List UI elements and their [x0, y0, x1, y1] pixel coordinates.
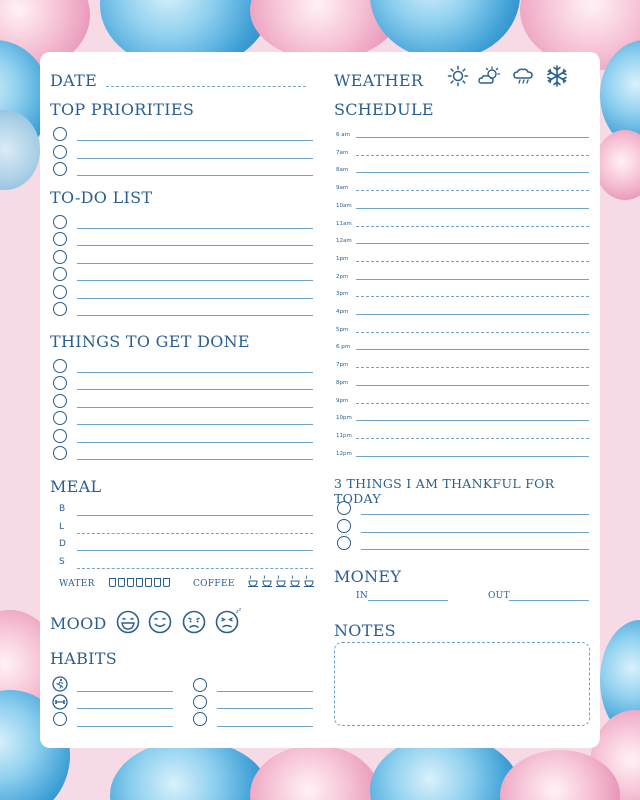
- meal-breakfast-line[interactable]: [77, 515, 313, 516]
- habit-line[interactable]: [217, 708, 313, 709]
- thankful-checkbox[interactable]: [337, 536, 351, 550]
- schedule-time-label: 9am: [336, 185, 349, 192]
- money-in-line[interactable]: [368, 600, 448, 601]
- schedule-time-label: 12pm: [336, 450, 352, 457]
- schedule-line[interactable]: [356, 438, 589, 439]
- todo-checkbox[interactable]: [53, 302, 67, 316]
- habit-checkbox[interactable]: [193, 695, 207, 709]
- task-line[interactable]: [77, 407, 313, 408]
- schedule-line[interactable]: [356, 208, 589, 209]
- schedule-line[interactable]: [356, 385, 589, 386]
- habit-line[interactable]: [77, 726, 173, 727]
- notes-box[interactable]: [334, 642, 590, 726]
- money-in-label: IN: [356, 591, 369, 601]
- priority-checkbox[interactable]: [53, 162, 67, 176]
- money-heading: MONEY: [334, 567, 402, 586]
- schedule-time-label: 9pm: [336, 397, 349, 404]
- coffee-cup-icon[interactable]: [290, 575, 301, 587]
- schedule-time-label: 1pm: [336, 255, 349, 262]
- water-cup-icon[interactable]: [118, 578, 125, 587]
- schedule-time-label: 6 am: [336, 132, 350, 138]
- task-checkbox[interactable]: [53, 394, 67, 408]
- thankful-heading: 3 THINGS I AM THANKFUL FOR TODAY: [334, 476, 555, 506]
- schedule-time-label: 4pm: [336, 309, 349, 315]
- snowflake-icon[interactable]: [546, 65, 568, 87]
- schedule-time-label: 10pm: [336, 415, 352, 422]
- task-checkbox[interactable]: [53, 376, 67, 390]
- meal-breakfast-label: B: [59, 504, 66, 514]
- schedule-line[interactable]: [356, 420, 589, 421]
- schedule-line[interactable]: [356, 279, 589, 280]
- task-line[interactable]: [77, 389, 313, 390]
- todo-checkbox[interactable]: [53, 267, 67, 281]
- schedule-line[interactable]: [356, 314, 589, 315]
- todo-checkbox[interactable]: [53, 232, 67, 246]
- schedule-line[interactable]: [356, 261, 589, 262]
- task-line[interactable]: [77, 372, 313, 373]
- weather-label: WEATHER: [334, 71, 424, 90]
- thankful-line[interactable]: [361, 514, 589, 515]
- schedule-time-label: 12am: [336, 238, 352, 245]
- notes-heading: NOTES: [334, 621, 396, 640]
- schedule-time-label: 8pm: [336, 379, 349, 386]
- water-cup-icon[interactable]: [154, 578, 161, 587]
- habit-line[interactable]: [217, 726, 313, 727]
- todo-line[interactable]: [77, 263, 313, 264]
- water-cup-icon[interactable]: [136, 578, 143, 587]
- todo-line[interactable]: [77, 228, 313, 229]
- coffee-cup-icon[interactable]: [262, 575, 273, 587]
- thankful-checkbox[interactable]: [337, 519, 351, 533]
- money-out-line[interactable]: [509, 600, 589, 601]
- habit-line[interactable]: [77, 708, 173, 709]
- mood-heading: MOOD: [50, 614, 107, 633]
- habit-line[interactable]: [77, 691, 173, 692]
- partly-cloudy-icon[interactable]: [478, 66, 502, 86]
- priority-checkbox[interactable]: [53, 145, 67, 159]
- task-checkbox[interactable]: [53, 359, 67, 373]
- todo-line[interactable]: [77, 280, 313, 281]
- task-checkbox[interactable]: [53, 429, 67, 443]
- thankful-checkbox[interactable]: [337, 501, 351, 515]
- coffee-cup-icon[interactable]: [248, 575, 259, 587]
- schedule-time-label: 2pm: [336, 273, 349, 280]
- habit-checkbox[interactable]: [53, 712, 67, 726]
- habit-line[interactable]: [217, 691, 313, 692]
- schedule-time-label: 6 pm: [336, 344, 351, 351]
- meal-snack-label: S: [59, 557, 65, 567]
- habits-heading: HABITS: [50, 649, 118, 668]
- habit-checkbox[interactable]: [193, 678, 207, 692]
- dumbbell-icon[interactable]: [52, 694, 68, 710]
- things-to-get-done-heading: THINGS TO GET DONE: [50, 332, 250, 351]
- schedule-time-label: 11am: [336, 220, 352, 227]
- schedule-line[interactable]: [356, 226, 589, 227]
- meal-lunch-line[interactable]: [77, 533, 313, 534]
- sun-icon[interactable]: [448, 66, 468, 86]
- task-line[interactable]: [77, 424, 313, 425]
- task-checkbox[interactable]: [53, 411, 67, 425]
- meal-snack-line[interactable]: [77, 568, 313, 569]
- schedule-line[interactable]: [356, 172, 589, 173]
- schedule-time-label: 7pm: [336, 362, 349, 369]
- meal-heading: MEAL: [50, 477, 102, 496]
- water-cup-icon[interactable]: [127, 578, 134, 587]
- coffee-label: COFFEE: [193, 579, 235, 589]
- top-priorities-heading: TOP PRIORITIES: [50, 100, 195, 119]
- todo-line[interactable]: [77, 298, 313, 299]
- todo-heading: TO-DO LIST: [50, 188, 153, 207]
- schedule-line[interactable]: [356, 332, 589, 333]
- todo-line[interactable]: [77, 315, 313, 316]
- schedule-line[interactable]: [356, 367, 589, 368]
- date-label: DATE: [50, 71, 98, 90]
- schedule-line[interactable]: [356, 349, 589, 350]
- thankful-line[interactable]: [361, 549, 589, 550]
- task-line[interactable]: [77, 459, 313, 460]
- schedule-line[interactable]: [356, 243, 589, 244]
- priority-line[interactable]: [77, 158, 313, 159]
- happy-face-icon[interactable]: [148, 610, 172, 634]
- todo-checkbox[interactable]: [53, 215, 67, 229]
- priority-checkbox[interactable]: [53, 127, 67, 141]
- sad-face-icon[interactable]: [182, 610, 206, 634]
- schedule-time-label: 3pm: [336, 291, 349, 298]
- rain-cloud-icon[interactable]: [513, 66, 535, 86]
- schedule-time-label: 10am: [336, 202, 352, 209]
- schedule-line[interactable]: [356, 155, 589, 156]
- coffee-cup-icon[interactable]: [304, 575, 315, 587]
- priority-line[interactable]: [77, 140, 313, 141]
- money-out-label: OUT: [488, 591, 510, 601]
- running-icon[interactable]: [52, 676, 68, 692]
- water-cup-icon[interactable]: [163, 578, 170, 587]
- svg-text:z: z: [239, 606, 242, 612]
- meal-dinner-label: D: [59, 539, 66, 549]
- schedule-line[interactable]: [356, 296, 589, 297]
- meal-dinner-line[interactable]: [77, 550, 313, 551]
- priority-line[interactable]: [77, 175, 313, 176]
- schedule-time-label: 8am: [336, 167, 349, 174]
- date-field[interactable]: [106, 86, 306, 87]
- schedule-line[interactable]: [356, 456, 589, 457]
- water-cup-icon[interactable]: [145, 578, 152, 587]
- water-label: WATER: [59, 579, 95, 589]
- schedule-time-label: 7am: [336, 149, 349, 156]
- habit-checkbox[interactable]: [193, 712, 207, 726]
- svg-text:z: z: [236, 609, 239, 615]
- schedule-time-label: 5pm: [336, 326, 349, 333]
- coffee-cup-icon[interactable]: [276, 575, 287, 587]
- todo-checkbox[interactable]: [53, 285, 67, 299]
- schedule-line[interactable]: [356, 403, 589, 404]
- schedule-time-label: 11pm: [336, 432, 352, 439]
- laughing-face-icon[interactable]: [116, 610, 140, 634]
- schedule-line[interactable]: [356, 190, 589, 191]
- thankful-line[interactable]: [361, 532, 589, 533]
- schedule-heading: SCHEDULE: [334, 100, 434, 119]
- todo-line[interactable]: [77, 245, 313, 246]
- tired-face-icon[interactable]: [215, 608, 243, 634]
- meal-lunch-label: L: [59, 522, 65, 532]
- planner-card: [40, 52, 600, 748]
- water-cup-icon[interactable]: [109, 578, 116, 587]
- todo-checkbox[interactable]: [53, 250, 67, 264]
- schedule-line[interactable]: [356, 137, 589, 138]
- task-line[interactable]: [77, 442, 313, 443]
- task-checkbox[interactable]: [53, 446, 67, 460]
